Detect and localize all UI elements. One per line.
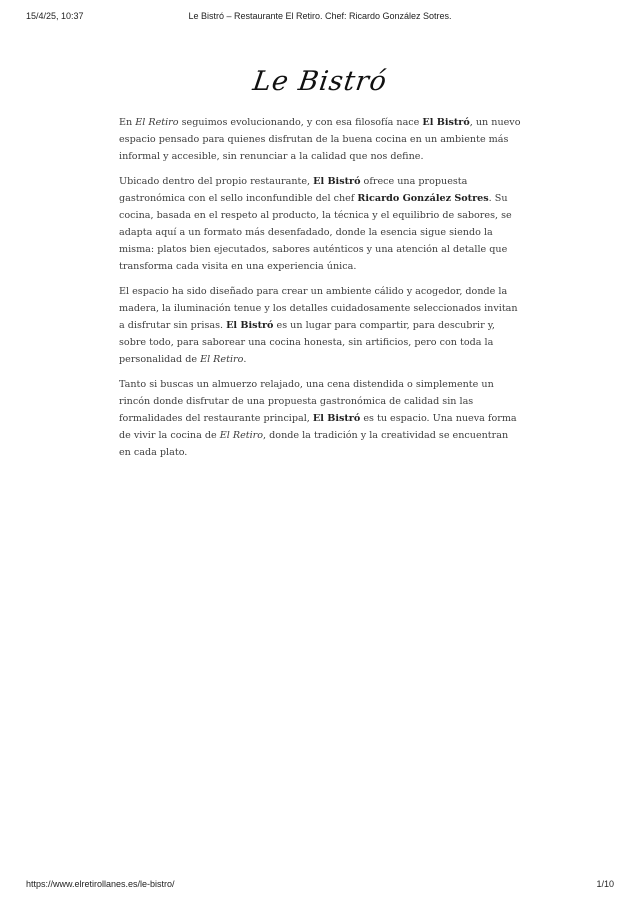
print-url: https://www.elretirollanes.es/le-bistro/ bbox=[26, 879, 175, 889]
text-run: , un nuevo espacio pensado para quienes disfrutan de la buena cocina en un ambiente más informal y accesible, sin renunciar a la calidad que nos define. bbox=[119, 117, 521, 162]
emphasis-el-retiro: El Retiro bbox=[135, 117, 179, 128]
emphasis-el-retiro: El Retiro bbox=[219, 430, 264, 441]
print-page-number: 1/10 bbox=[596, 879, 614, 889]
strong-el-bistro: El Bistró bbox=[422, 117, 470, 128]
text-run: , donde la tradición y la creatividad se encuentran en cada plato. bbox=[119, 430, 509, 458]
text-run: Tanto si buscas un almuerzo relajado, una cena distendida o simplemente un rincón donde disfrutar de una propuesta gastronómica de calidad sin las formalidades del restaurante principal, bbox=[119, 379, 494, 424]
strong-el-bistro: El Bistró bbox=[226, 320, 274, 331]
paragraph-space bbox=[119, 283, 521, 368]
print-header bbox=[0, 11, 640, 25]
strong-chef-name: Ricardo González Sotres bbox=[357, 193, 489, 204]
paragraph-chef bbox=[119, 173, 521, 275]
print-footer bbox=[0, 879, 640, 893]
text-run: es tu espacio. Una nueva forma de vivir la cocina de bbox=[119, 413, 517, 441]
text-run: ofrece una propuesta gastronómica con el sello inconfundible del chef bbox=[119, 176, 468, 204]
emphasis-el-retiro: El Retiro bbox=[200, 354, 244, 365]
text-run: El espacio ha sido diseñado para crear un ambiente cálido y acogedor, donde la madera, la iluminación tenue y los detalles cuidadosamente seleccionados invitan a disfrutar sin prisas. bbox=[119, 286, 518, 331]
print-page-title: Le Bistró – Restaurante El Retiro. Chef: Ricardo González Sotres. bbox=[188, 11, 452, 21]
text-run: . Su cocina, basada en el respeto al producto, la técnica y el equilibrio de sabores, se adapta aquí a un formato más desenfadado, donde la esencia sigue siendo la misma: platos bien ejecutados, sabores auténticos y una atención al detalle que transforma cada visita en una experiencia única. bbox=[119, 193, 512, 272]
text-run: Ubicado dentro del propio restaurante, bbox=[119, 176, 314, 187]
bistro-logo: Le Bistró bbox=[250, 66, 390, 97]
text-run: seguimos evolucionando, y con esa filosofía nace bbox=[178, 117, 423, 128]
paragraph-closing bbox=[119, 376, 521, 461]
paragraph-intro bbox=[119, 114, 521, 165]
text-run: En bbox=[119, 117, 136, 128]
article-body bbox=[119, 114, 521, 469]
text-run: . bbox=[243, 354, 247, 365]
text-run: es un lugar para compartir, para descubrir y, sobre todo, para saborear una cocina honesta, sin artificios, pero con toda la personalidad de bbox=[119, 320, 495, 365]
strong-el-bistro: El Bistró bbox=[313, 176, 361, 187]
print-date: 15/4/25, 10:37 bbox=[26, 11, 84, 21]
strong-el-bistro: El Bistró bbox=[312, 413, 361, 424]
